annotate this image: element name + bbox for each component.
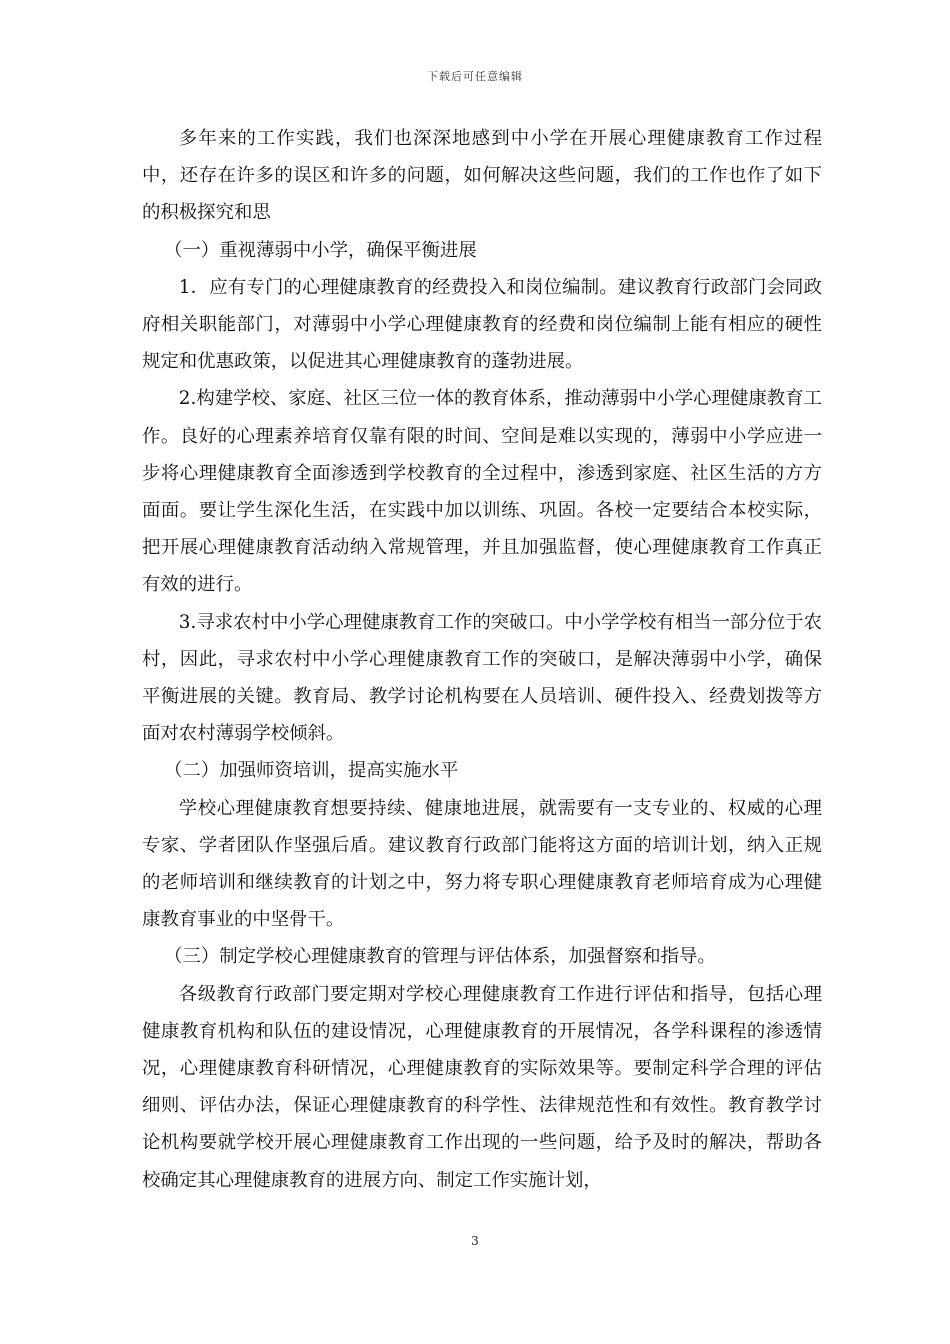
section-heading-1: （一）重视薄弱中小学，确保平衡进展 bbox=[164, 239, 477, 261]
paragraph-item-1: 1．应有专门的心理健康教育的经费投入和岗位编制。建议教育行政部门会同政府相关职能部门，对薄弱中小学心理健康教育的经费和岗位编制上能有相应的硬性规定和优惠政策，以促进其心理健康教育的蓬勃进展。 bbox=[142, 276, 822, 373]
paragraph-item-2: 2.构建学校、家庭、社区三位一体的教育体系，推动薄弱中小学心理健康教育工作。良好的心理素养培育仅靠有限的时间、空间是难以实现的，薄弱中小学应进一步将心理健康教育全面渗透到学校教育的全过程中，渗透到家庭、社区生活的方方面面。要让学生深化生活，在实践中加以训练、巩固。各校一定要结合本校实际，把开展心理健康教育活动纳入常规管理，并且加强监督，使心理健康教育工作真正有效的进行。 bbox=[142, 388, 822, 596]
page-number: 3 bbox=[471, 1234, 479, 1248]
document-body bbox=[142, 120, 822, 1199]
evaluation-paragraph: 各级教育行政部门要定期对学校心理健康教育工作进行评估和指导，包括心理健康教育机构和队伍的建设情况，心理健康教育的开展情况，各学科课程的渗透情况，心理健康教育科研情况，心理健康教育的实际效果等。要制定科学合理的评估细则、评估办法，保证心理健康教育的科学性、法律规范性和有效性。教育教学讨论机构要就学校开展心理健康教育工作出现的一些问题，给予及时的解决，帮助各校确定其心理健康教育的进展方向、制定工作实施计划， bbox=[142, 983, 822, 1191]
paragraph-item-3: 3.寻求农村中小学心理健康教育工作的突破口。中小学学校有相当一部分位于农村，因此，寻求农村中小学心理健康教育工作的突破口，是解决薄弱中小学，确保平衡进展的关键。教育局、教学讨论机构要在人员培训、硬件投入、经费划拨等方面对农村薄弱学校倾斜。 bbox=[142, 611, 822, 745]
section-heading-2: （二）加强师资培训，提高实施水平 bbox=[164, 760, 459, 782]
section-heading-3: （三）制定学校心理健康教育的管理与评估体系，加强督察和指导。 bbox=[164, 946, 716, 968]
teacher-training-paragraph: 学校心理健康教育想要持续、健康地进展，就需要有一支专业的、权威的心理专家、学者团队作坚强后盾。建议教育行政部门能将这方面的培训计划，纳入正规的老师培训和继续教育的计划之中，努力将专职心理健康教育老师培育成为心理健康教育事业的中坚骨干。 bbox=[142, 797, 822, 931]
intro-paragraph: 多年来的工作实践，我们也深深地感到中小学在开展心理健康教育工作过程中，还存在许多的误区和许多的问题，如何解决这些问题，我们的工作也作了如下的积极探究和思 bbox=[142, 128, 822, 224]
page-header: 下载后可任意编辑 bbox=[427, 70, 523, 83]
